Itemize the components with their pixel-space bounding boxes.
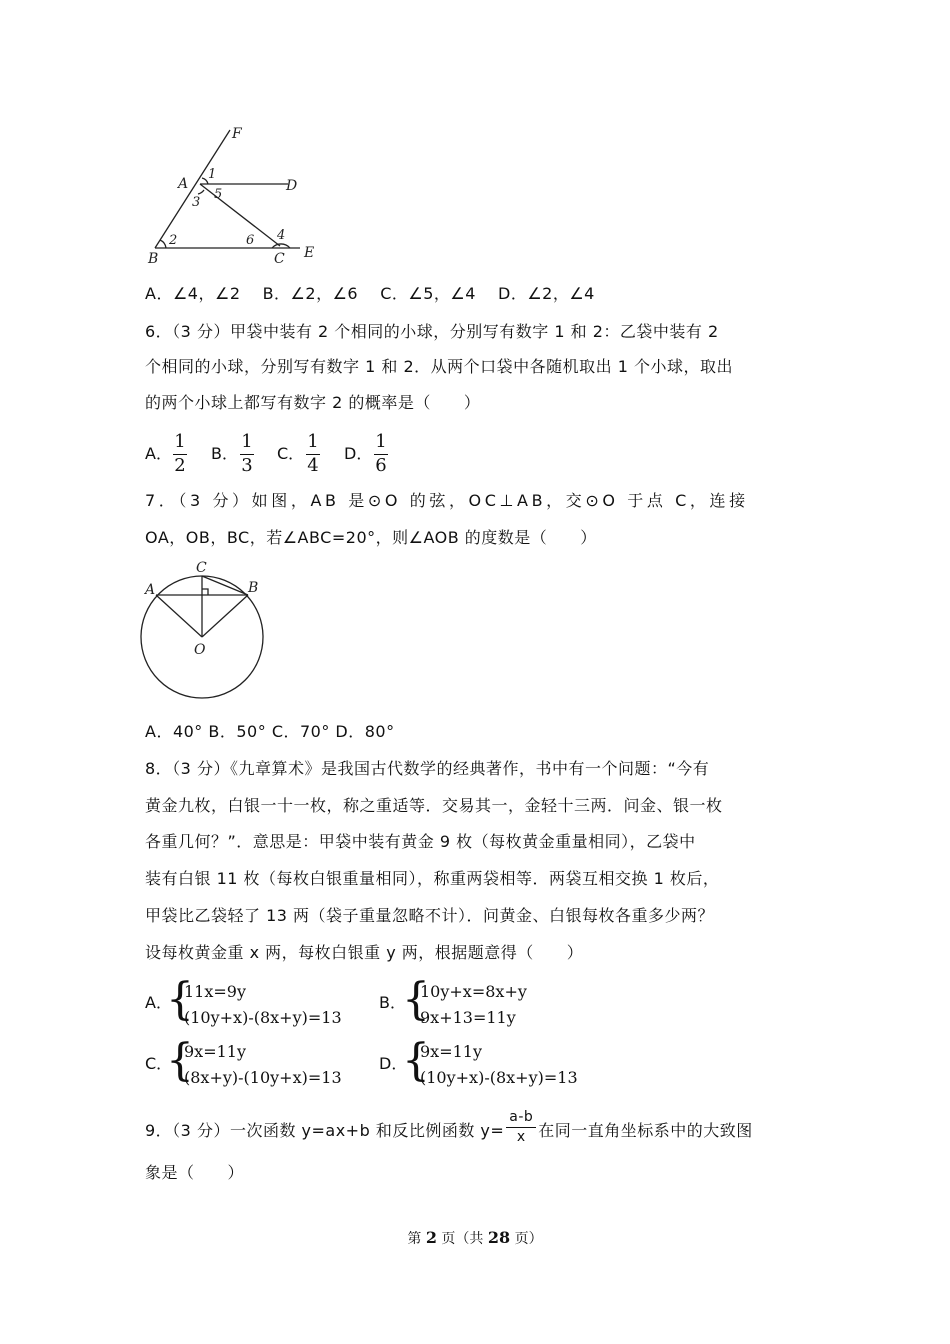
q8-option-d-letter: D． — [379, 1054, 408, 1073]
fig5-label-D: D — [286, 178, 298, 194]
q6-option-b-fraction — [240, 433, 254, 475]
q8-option-a-letter: A． — [145, 993, 172, 1012]
fig7-label-C: C — [196, 560, 207, 576]
q7-line-1: 7．（3 分）如图，AB 是⊙O 的弦，OC⊥AB，交⊙O 于点 C，连接 — [145, 491, 749, 510]
q8-line-4: 装有白银 11 枚（每枚白银重量相同），称重两袋相等．两袋互相交换 1 枚后， — [145, 869, 720, 888]
q6-option-b-denominator: 3 — [241, 455, 253, 476]
q8-option-b-letter: B． — [379, 993, 406, 1012]
fig5-label-F: F — [232, 126, 242, 142]
fig5-label-E: E — [304, 245, 315, 261]
q8-option-d-brace: { — [402, 1035, 430, 1086]
q9-fraction — [506, 1110, 536, 1145]
q7-options: A．40° B．50° C．70° D．80° — [145, 722, 395, 741]
q5-options: A．∠4，∠2 B．∠2，∠6 C．∠5，∠4 D．∠2，∠4 — [145, 284, 595, 303]
fig7-label-A: A — [145, 582, 156, 598]
q6-line-2: 个相同的小球，分别写有数字 1 和 2．从两个口袋中各随机取出 1 个小球，取出 — [145, 357, 733, 376]
q6-option-c-fraction — [306, 433, 320, 475]
q9-line-1 — [145, 1109, 753, 1148]
q6-option-a-numerator: 1 — [174, 431, 186, 452]
q9-suffix: 在同一直角坐标系中的大致图 — [538, 1120, 753, 1140]
q8-option-c-brace: { — [166, 1035, 194, 1086]
q6-option-b-letter: B． — [211, 444, 238, 463]
q8-option-d-eq1: 9x=11y — [420, 1042, 483, 1061]
q7-figure — [138, 558, 273, 706]
q8-line-6: 设每枚黄金重 x 两，每枚白银重 y 两，根据题意得（ ） — [145, 943, 584, 962]
footer-page-number: 2 — [425, 1228, 437, 1247]
q6-option-c-letter: C． — [277, 444, 305, 463]
fig7-label-B: B — [248, 580, 259, 596]
q8-option-c-eq2: (8x+y)-(10y+x)=13 — [184, 1068, 342, 1087]
q9-fraction-numerator: a-b — [509, 1109, 534, 1125]
q9-fraction-denominator: x — [516, 1129, 526, 1145]
q7-segment-ob — [202, 595, 248, 637]
q7-line-2: OA，OB，BC，若∠ABC=20°，则∠AOB 的度数是（ ） — [145, 528, 597, 547]
q6-option-a-fraction — [173, 433, 187, 475]
q8-option-c-letter: C． — [145, 1054, 173, 1073]
q6-option-d-letter: D． — [344, 444, 373, 463]
q6-option-d-denominator: 6 — [375, 455, 387, 476]
fig5-label-6: 6 — [246, 233, 255, 248]
q6-line-3: 的两个小球上都写有数字 2 的概率是（ ） — [145, 393, 481, 412]
q8-option-b-eq1: 10y+x=8x+y — [420, 982, 527, 1001]
q9-line-2: 象是（ ） — [145, 1163, 245, 1182]
q7-segment-oa — [156, 595, 202, 637]
q6-option-a-denominator: 2 — [174, 455, 186, 476]
q7-segment-bc — [202, 576, 248, 595]
footer-pre: 第 — [407, 1231, 426, 1247]
fig5-label-4: 4 — [277, 228, 286, 243]
fig7-label-O: O — [194, 642, 206, 658]
q6-line-1: 6．（3 分）甲袋中装有 2 个相同的小球，分别写有数字 1 和 2：乙袋中装有 2 — [145, 322, 719, 341]
q8-option-d-eq2: (10y+x)-(8x+y)=13 — [420, 1068, 578, 1087]
q8-line-3: 各重几何？”．意思是：甲袋中装有黄金 9 枚（每枚黄金重量相同），乙袋中 — [145, 832, 696, 851]
page-footer — [0, 1228, 950, 1249]
fig5-label-3: 3 — [192, 195, 201, 210]
q5-figure — [140, 120, 330, 270]
fig5-label-B: B — [148, 251, 159, 267]
q6-option-c-denominator: 4 — [307, 455, 319, 476]
fig5-label-5: 5 — [214, 187, 223, 202]
q8-option-b-eq2: 9x+13=11y — [420, 1008, 516, 1027]
q6-option-a-letter: A． — [145, 444, 172, 463]
q6-option-c-numerator: 1 — [307, 431, 319, 452]
q8-line-5: 甲袋比乙袋轻了 13 两（袋子重量忽略不计）．问黄金、白银每枚各重多少两？ — [145, 906, 715, 925]
q6-option-d-numerator: 1 — [375, 431, 387, 452]
fig5-label-C: C — [274, 251, 285, 267]
q8-option-a-eq2: (10y+x)-(8x+y)=13 — [184, 1008, 342, 1027]
fig5-label-A: A — [178, 176, 189, 192]
q6-option-d-fraction — [374, 433, 388, 475]
q8-option-a-eq1: 11x=9y — [184, 982, 247, 1001]
q9-prefix: 9．（3 分）一次函数 y=ax+b 和反比例函数 y= — [145, 1120, 505, 1140]
footer-post: 页） — [510, 1231, 543, 1247]
q8-line-1: 8．（3 分）《九章算术》是我国古代数学的经典著作，书中有一个问题：“今有 — [145, 759, 710, 778]
q8-option-a-brace: { — [166, 974, 194, 1025]
fig5-label-2: 2 — [169, 233, 178, 248]
fig5-label-1: 1 — [208, 167, 217, 182]
footer-total-pages: 28 — [487, 1228, 511, 1247]
footer-mid: 页（共 — [436, 1231, 488, 1247]
q8-line-2: 黄金九枚，白银一十一枚，称之重适等．交易其一，金轻十三两．问金、银一枚 — [145, 796, 723, 815]
q8-option-b-brace: { — [402, 974, 430, 1025]
q8-option-c-eq1: 9x=11y — [184, 1042, 247, 1061]
q6-option-b-numerator: 1 — [241, 431, 253, 452]
